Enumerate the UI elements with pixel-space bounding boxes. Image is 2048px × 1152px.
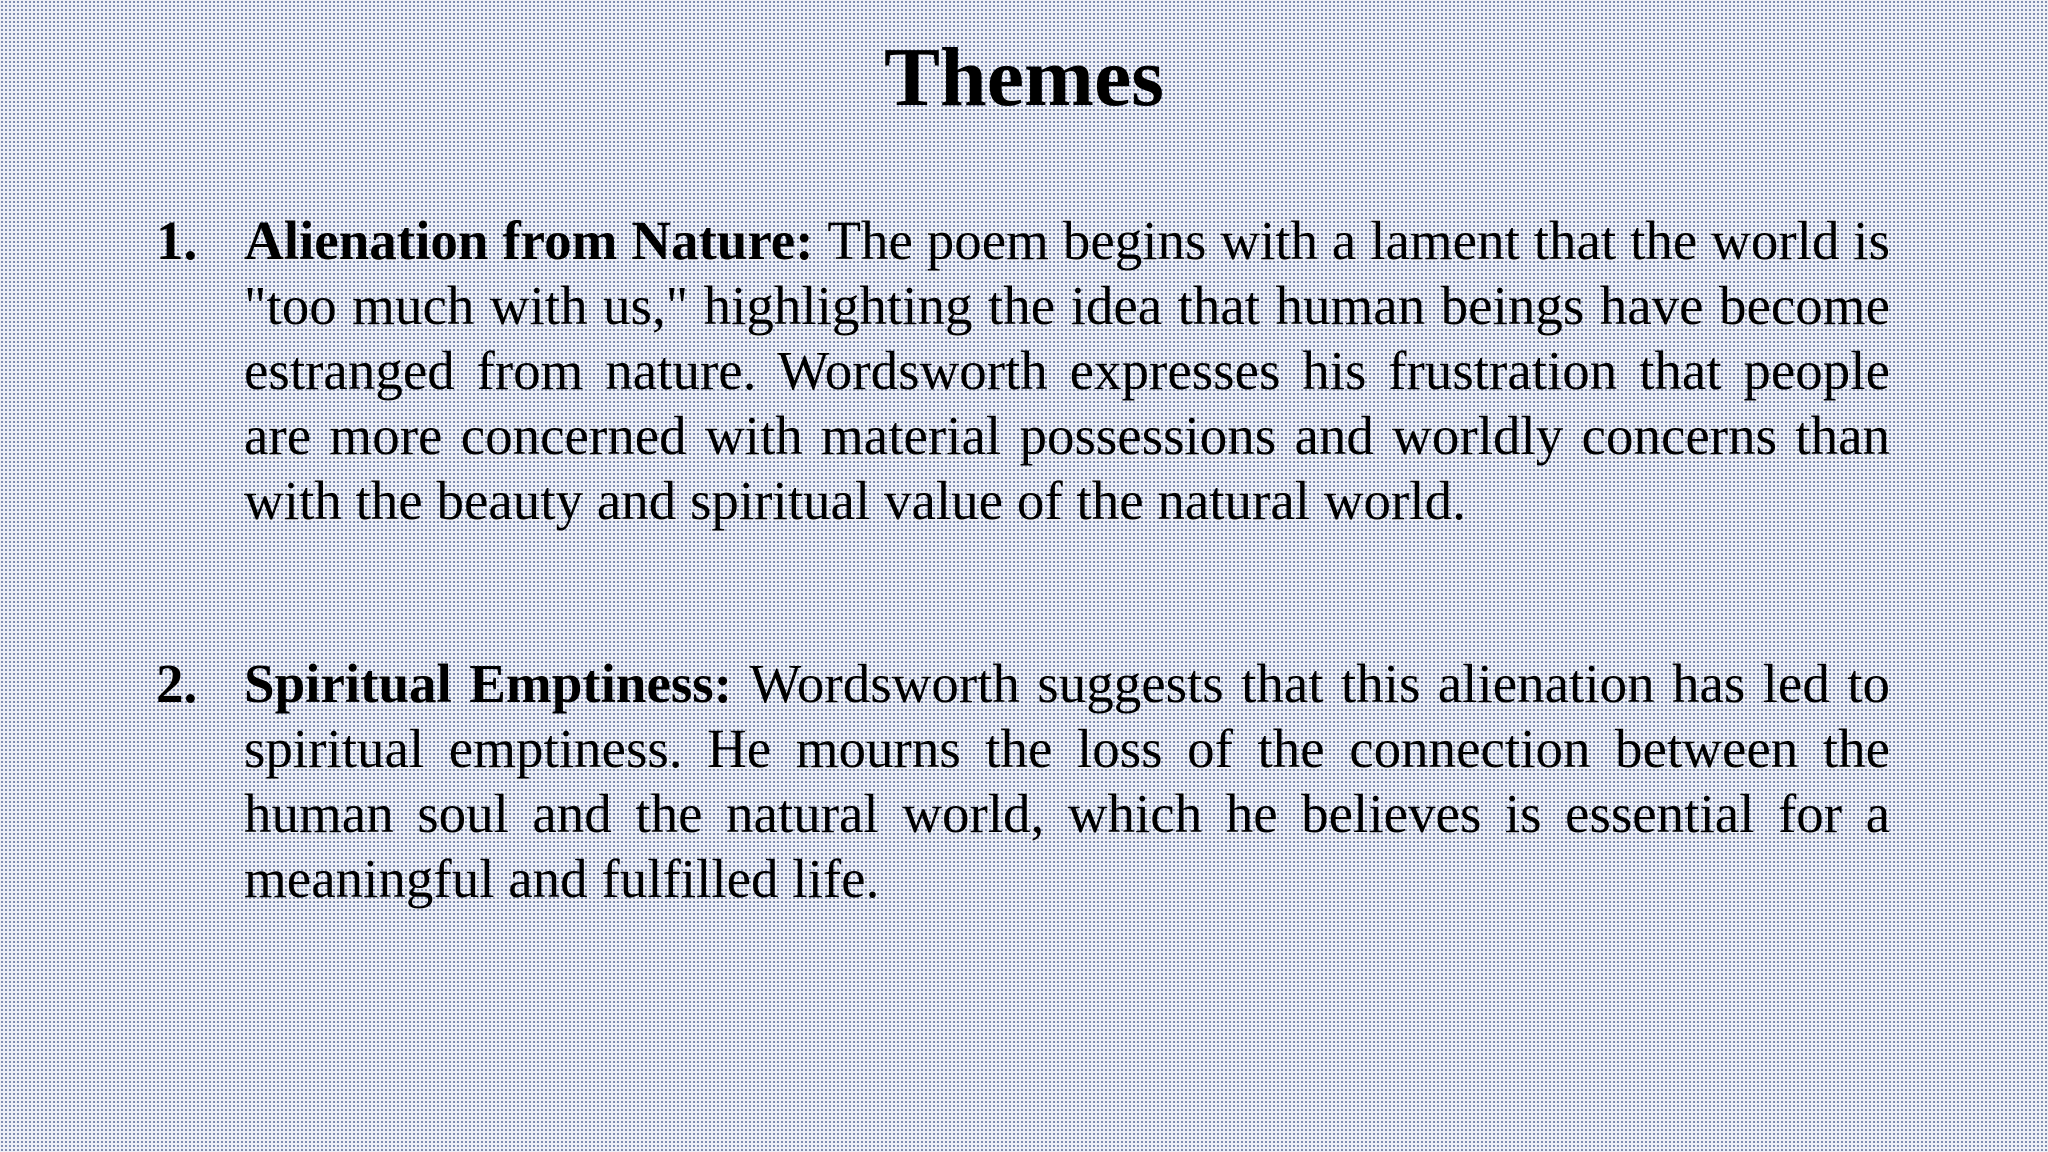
list-item	[156, 208, 1890, 533]
item-heading: Spiritual Emptiness:	[244, 653, 750, 714]
item-text: The poem begins with a lament that the world is "too much with us," highlighting the idea that human beings have become estranged from nature. Wordsworth expresses his frustration that people are more concerned with material possessions and worldly concerns than with the beauty and spiritual value of the natural world.	[244, 210, 1890, 531]
item-text: Wordsworth suggests that this alienation has led to spiritual emptiness. He mourns the loss of the connection between the human soul and the natural world, which he believes is essential for a meaningful and fulfilled life.	[244, 653, 1890, 909]
list-item	[156, 651, 1890, 911]
slide-title: Themes	[884, 31, 1164, 124]
item-number: 1.	[156, 210, 198, 271]
item-heading: Alienation from Nature:	[244, 210, 828, 271]
item-number: 2.	[156, 653, 198, 714]
